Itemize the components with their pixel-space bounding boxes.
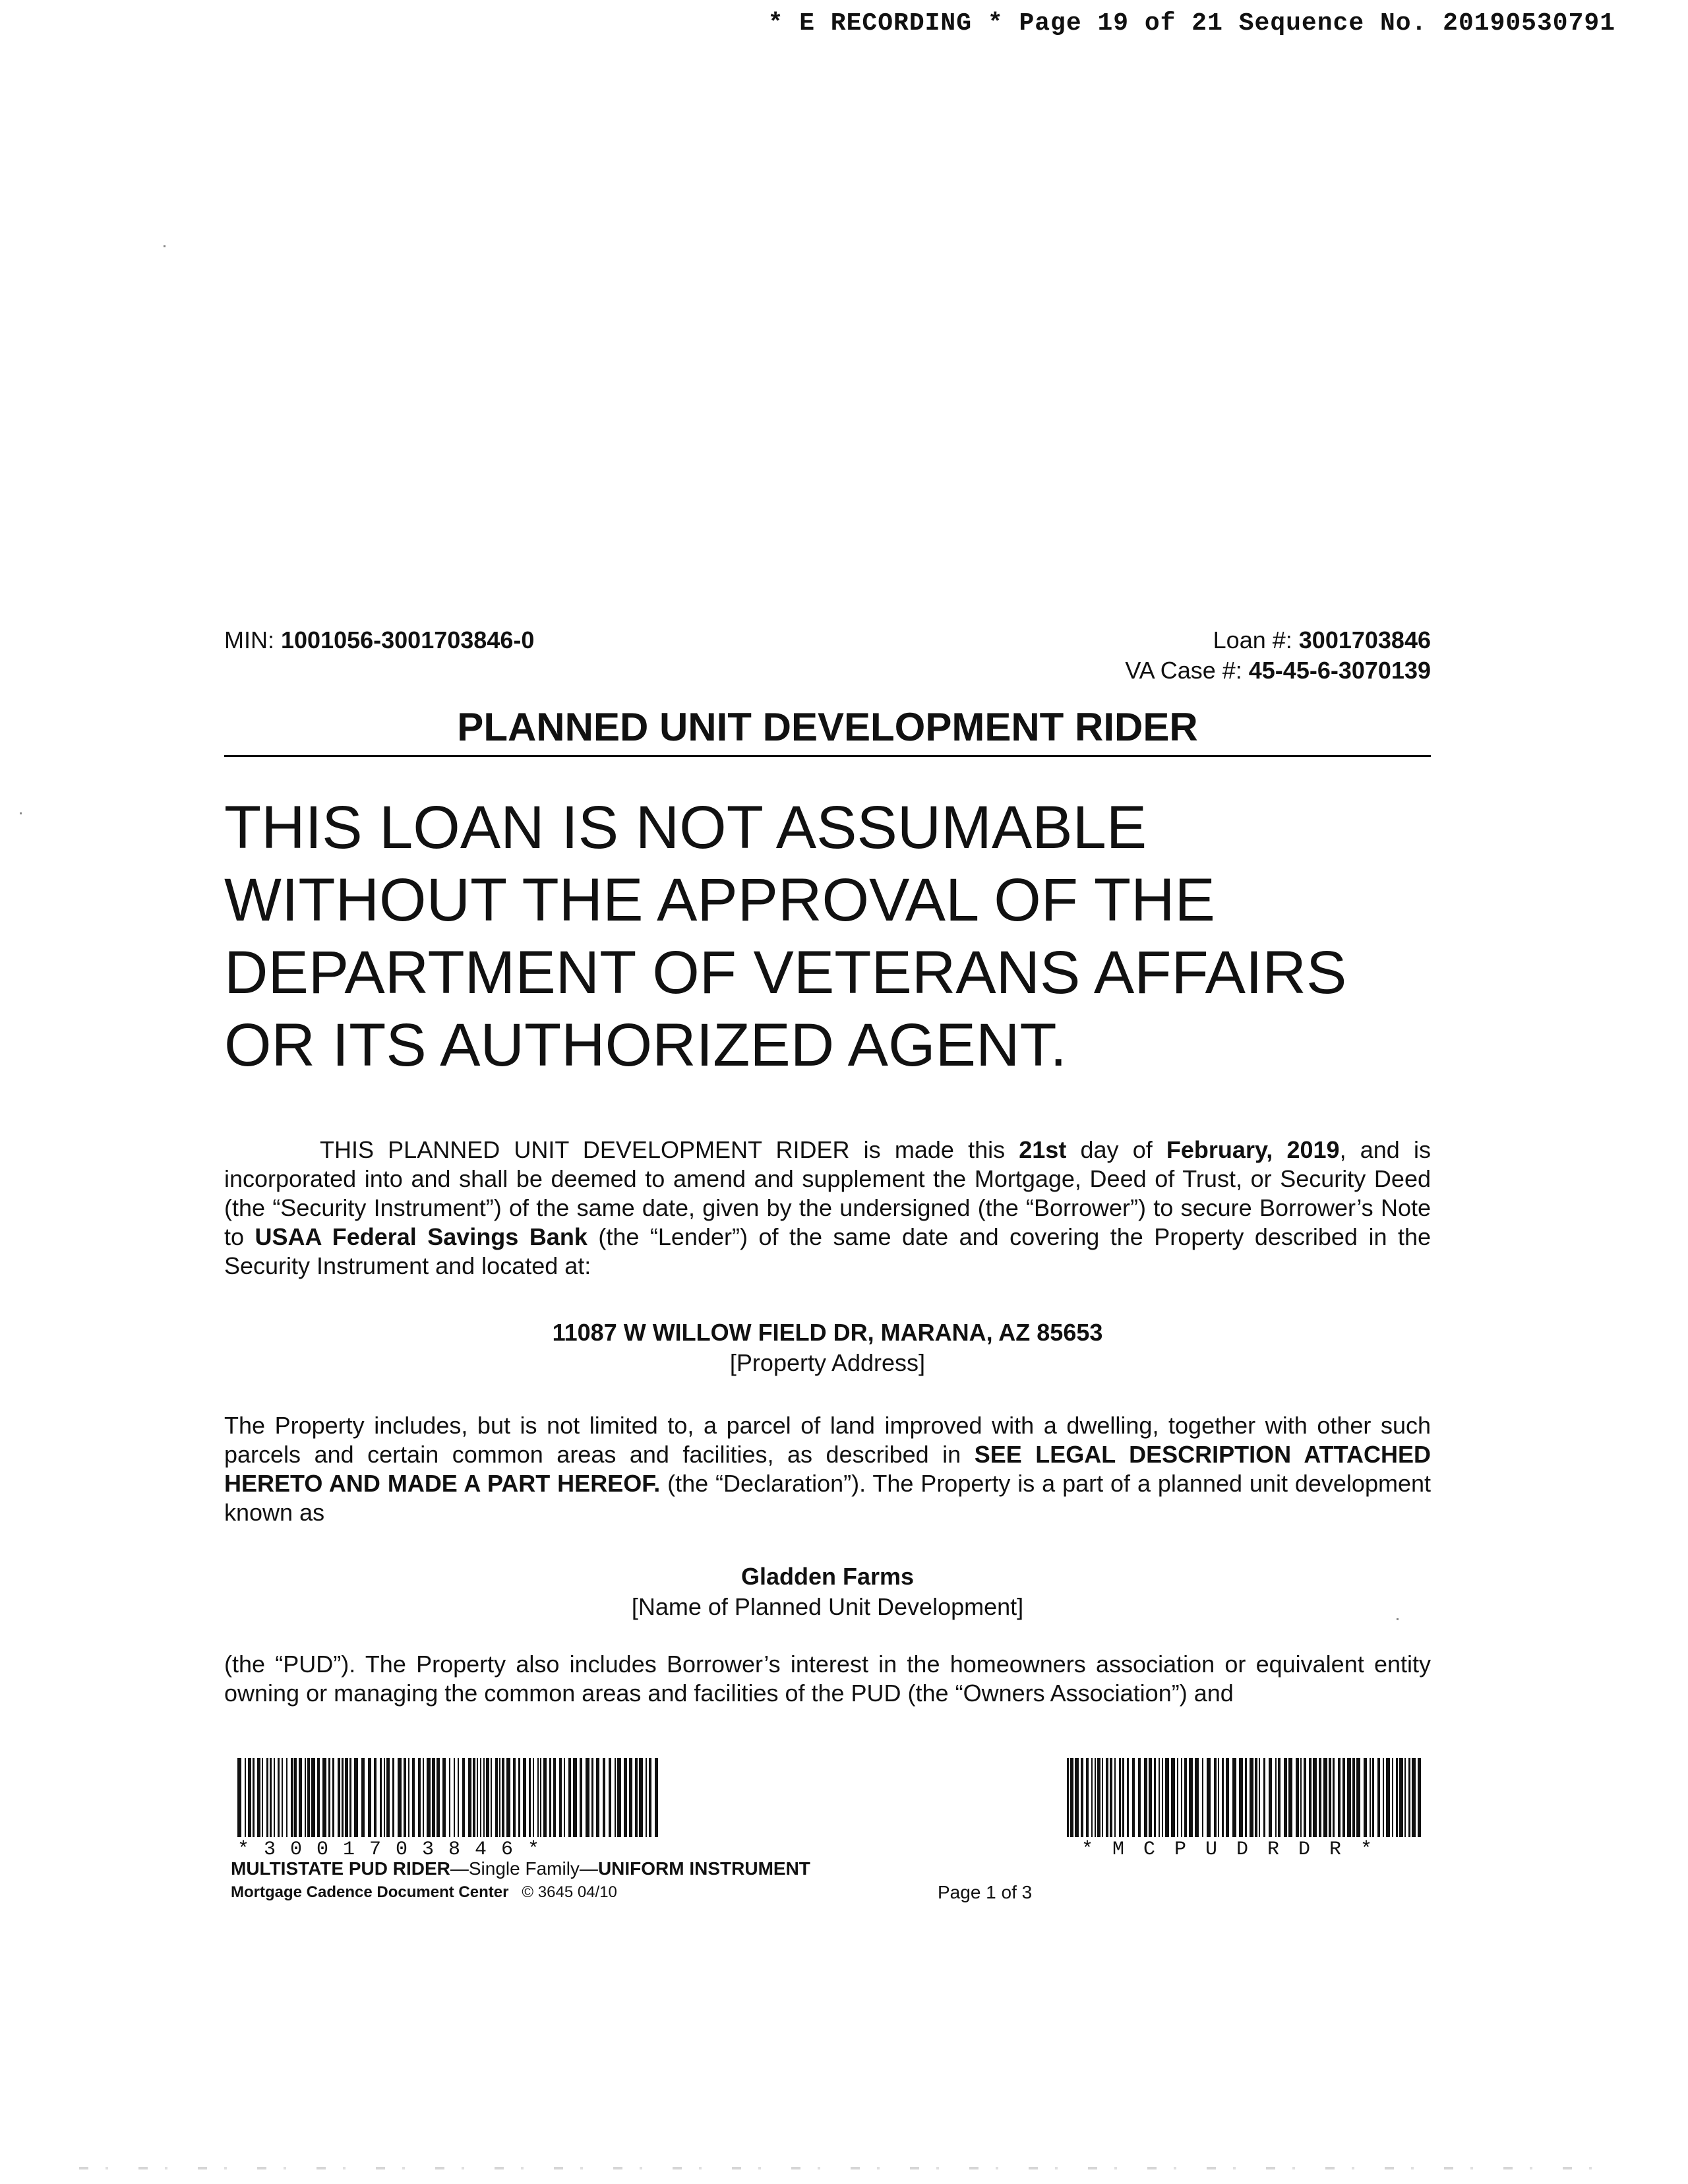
loan-barcode — [237, 1758, 659, 1837]
property-address-caption: [Property Address] — [729, 1349, 926, 1376]
property-description-paragraph — [224, 1411, 1431, 1527]
form-name-part-3: UNIFORM INSTRUMENT — [597, 1858, 810, 1879]
loan-barcode-text: *3001703846* — [237, 1838, 555, 1861]
va-case-label: VA Case #: — [1125, 657, 1249, 684]
notice-line-1: THIS LOAN IS NOT ASSUMABLE — [224, 794, 1147, 861]
form-barcode — [1067, 1758, 1423, 1837]
notice-line-3: DEPARTMENT OF VETERANS AFFAIRS — [224, 939, 1347, 1006]
form-name — [231, 1858, 810, 1879]
va-case-number — [1125, 655, 1431, 686]
scan-speck — [20, 812, 22, 814]
rider-intro-paragraph — [224, 1136, 1431, 1281]
form-barcode-text: *MCPUDRDR* — [1081, 1838, 1392, 1861]
loan-value: 3001703846 — [1298, 626, 1431, 653]
legal-description-reference: SEE LEGAL DESCRIPTION ATTACHED HERETO AND MADE A PART HEREOF. — [224, 1441, 1431, 1497]
intro-text-1: THIS PLANNED UNIT DEVELOPMENT RIDER is made this — [320, 1136, 1019, 1163]
va-case-value: 45-45-6-3070139 — [1248, 657, 1431, 684]
loan-label: Loan #: — [1213, 626, 1299, 653]
form-name-part-1: MULTISTATE PUD RIDER — [231, 1858, 450, 1879]
intro-text-3: , and is incorporated into and shall be deemed to amend and supplement the Mortgage, Deed of Trust, or Security Deed (the “Security Instrument”) of the same date, given by the undersigned (the “Borrower”) to secure Borrower’s Note to — [224, 1136, 1431, 1250]
notice-line-2: WITHOUT THE APPROVAL OF THE — [224, 866, 1215, 934]
min-number — [224, 625, 534, 655]
property-text-1: The Property includes, but is not limited to, a parcel of land improved with a dwelling, together with other such parcels and certain common areas and facilities, as described in — [224, 1412, 1431, 1468]
barcode-gap — [1421, 1758, 1423, 1837]
lender-name: USAA Federal Savings Bank — [255, 1223, 588, 1250]
property-text-2: (the “Declaration”). The Property is a part of a planned unit development known as — [224, 1470, 1431, 1526]
intro-text-4: (the “Lender”) of the same date and covering the Property described in the Security Instrument and located at: — [224, 1223, 1432, 1279]
min-label: MIN: — [224, 626, 281, 653]
recording-header: * E RECORDING * Page 19 of 21 Sequence No. 20190530791 — [768, 9, 1615, 38]
page-number: Page 1 of 3 — [938, 1882, 1033, 1902]
rider-date: February, 2019 — [1166, 1136, 1340, 1163]
loan-number — [1125, 625, 1431, 655]
scan-speck — [1397, 1618, 1399, 1620]
rider-day: 21st — [1019, 1136, 1067, 1163]
form-source-name: Mortgage Cadence Document Center — [231, 1883, 509, 1901]
pud-name-caption: [Name of Planned Unit Development] — [631, 1593, 1024, 1620]
notice-line-4: OR ITS AUTHORIZED AGENT. — [224, 1012, 1067, 1079]
barcode-gap — [658, 1758, 659, 1837]
property-address: 11087 W WILLOW FIELD DR, MARANA, AZ 85653 — [552, 1319, 1103, 1346]
min-value: 1001056-3001703846-0 — [281, 626, 535, 653]
intro-text-2: day of — [1066, 1136, 1166, 1163]
pud-definition-paragraph: (the “PUD”). The Property also includes Borrower’s interest in the homeowners association or equivalent entity owning or managing the common areas and facilities of the PUD (the “Owners Association”) and — [224, 1651, 1431, 1707]
scan-speck — [164, 245, 166, 247]
property-address-block — [224, 1318, 1431, 1378]
scan-artifact-line — [79, 2167, 1609, 2169]
form-source — [231, 1883, 617, 1902]
pud-name: Gladden Farms — [740, 1563, 915, 1590]
form-name-part-2: —Single Family— — [450, 1858, 598, 1879]
form-code: © 3645 04/10 — [522, 1883, 617, 1901]
document-title: PLANNED UNIT DEVELOPMENT RIDER — [224, 704, 1431, 757]
pud-name-block — [224, 1562, 1431, 1622]
assumable-notice — [224, 791, 1431, 1081]
loan-info — [1125, 625, 1431, 686]
